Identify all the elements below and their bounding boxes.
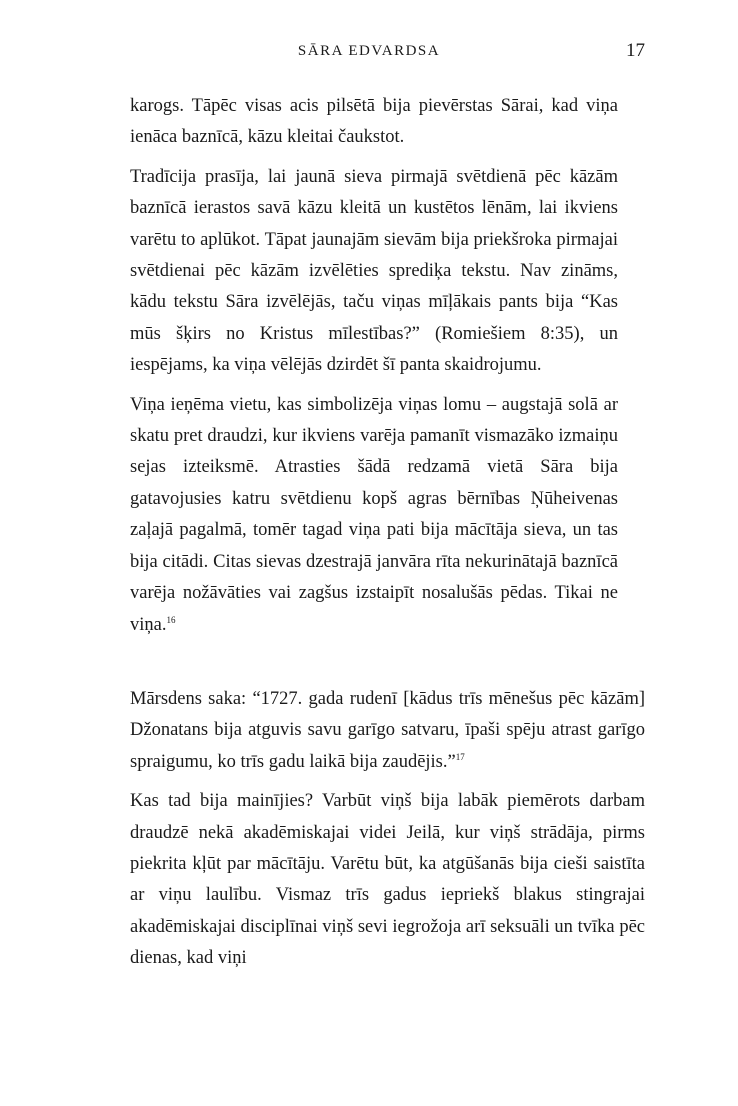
body-paragraph-1 [130, 684, 645, 778]
body-paragraph-1-text: Mārsdens saka: “1727. gada rudenī [kādus trīs mēnešus pēc kāzām] Džonatans bija atguvis savu garīgo satvaru, īpaši spēju atrast garīgo spraigumu, ko trīs gadu laikā bija zaudējis.” [130, 689, 645, 772]
quote-paragraph-2: Tradīcija prasīja, lai jaunā sieva pirmajā svētdienā pēc kāzām baznīcā ierastos savā kāzu kleitā un kustētos lēnām, lai ikviens varētu to aplūkot. Tāpat jaunajām sievām bija priekšroka pirmajai svētdienai pēc kāzām izvēlēties sprediķa tekstu. Nav zināms, kādu tekstu Sāra izvēlējās, taču viņas mīļākais pants bija “Kas mūs šķirs no Kristus mīlestības?” (Romiešiem 8:35), un iespējams, ka viņa vēlējās dzirdēt šī panta skaidrojumu. [130, 166, 618, 376]
quote-paragraph-3-text: Viņa ieņēma vietu, kas simbolizēja viņas lomu – augstajā solā ar skatu pret draudzi, kur ikviens varēja pamanīt vismazāko izmaiņu sejas izteiksmē. Atrasties šādā redzamā vietā Sāra bija gatavojusies katru svētdienu kopš agras bērnības Ņūheivenas zaļajā pagalmā, tomēr tagad viņa pati bija mācītāja sieva, un tas bija citādi. Citas sievas dzestrajā janvāra rīta nekurinātajā baznīcā varēja nožāvāties vai zagšus izstaipīt nosalušās pēdas. Tikai ne viņa. [130, 394, 618, 635]
page-number: 17 [626, 40, 645, 61]
footnote-ref-16: 16 [166, 614, 176, 625]
body-text [130, 684, 645, 975]
quote-paragraph-1: karogs. Tāpēc visas acis pilsētā bija pievērstas Sārai, kad viņa ienāca baznīcā, kāzu kleitai čaukstot. [130, 96, 618, 148]
body-paragraph-2: Kas tad bija mainījies? Varbūt viņš bija labāk piemērots darbam draudzē nekā akadēmiskajai videi Jeilā, kur viņš strādāja, pirms piekrita kļūt par mācītāju. Varētu būt, ka atgūšanās bija cieši saistīta ar viņu laulību. Vismaz trīs gadus iepriekš blakus stingrajai akadēmiskajai disciplīnai viņš sevi iegrožoja arī seksuāli un tvīka pēc dienas, kad viņi [130, 791, 645, 969]
running-head-author: SĀRA EDVARDSA [297, 43, 441, 59]
block-quote [130, 91, 618, 641]
quote-paragraph-3 [130, 390, 618, 641]
footnote-ref-17: 17 [455, 751, 465, 762]
